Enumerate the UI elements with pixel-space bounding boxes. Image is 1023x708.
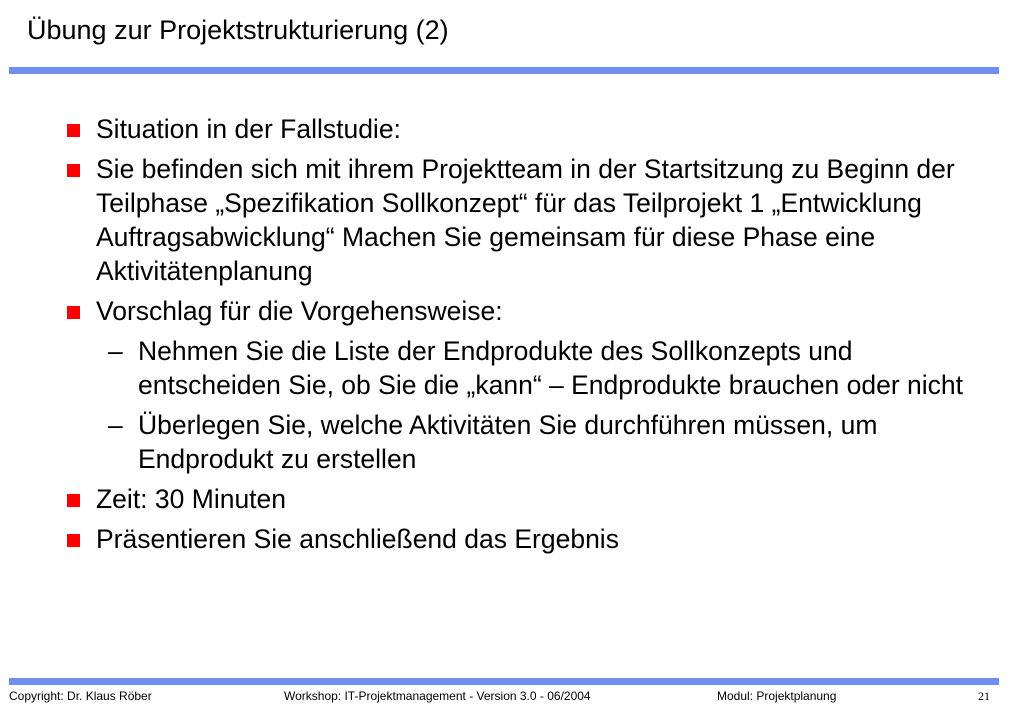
sub-list-item [0, 334, 1023, 402]
list-item-text: Vorschlag für die Vorgehensweise: [96, 296, 503, 326]
list-item-text: Sie befinden sich mit ihrem Projektteam in der Startsitzung zu Beginn der Teilphase „Spezifikation Sollkonzept“ für das Teilprojekt 1 „Entwicklung Auftragsabwicklung“ Machen Sie gemeinsam für diese Phase eine Aktivitätenplanung [96, 154, 955, 286]
footer-workshop: Workshop: IT-Projektmanagement - Version 3.0 - 06/2004 [284, 689, 591, 703]
red-square-bullet-icon [67, 534, 80, 547]
sub-list-item [0, 408, 1023, 476]
dash-marker: – [108, 410, 123, 440]
list-item-text: Präsentieren Sie anschließend das Ergebnis [96, 524, 619, 554]
footer-divider [9, 678, 999, 685]
sub-list-item-text: Nehmen Sie die Liste der Endprodukte des Sollkonzepts und entscheiden Sie, ob Sie die „kann“ – Endprodukte brauchen oder nicht [138, 336, 963, 400]
list-item [0, 522, 1023, 556]
list-item [0, 482, 1023, 516]
title-divider [9, 67, 999, 74]
list-item [0, 294, 1023, 328]
red-square-bullet-icon [67, 306, 80, 319]
sub-list-item-text: Überlegen Sie, welche Aktivitäten Sie durchführen müssen, um Endprodukt zu erstellen [138, 410, 878, 474]
slide-content [0, 112, 1023, 562]
list-item-text: Zeit: 30 Minuten [96, 484, 287, 514]
red-square-bullet-icon [67, 164, 80, 177]
list-item [0, 112, 1023, 146]
list-item [0, 152, 1023, 288]
slide-title: Übung zur Projektstrukturierung (2) [27, 15, 449, 45]
list-item-text: Situation in der Fallstudie: [96, 114, 401, 144]
footer-copyright: Copyright: Dr. Klaus Röber [9, 689, 152, 703]
dash-marker: – [108, 336, 123, 366]
footer-module: Modul: Projektplanung [717, 689, 837, 703]
red-square-bullet-icon [67, 124, 80, 137]
red-square-bullet-icon [67, 494, 80, 507]
page-number: 21 [978, 689, 990, 703]
